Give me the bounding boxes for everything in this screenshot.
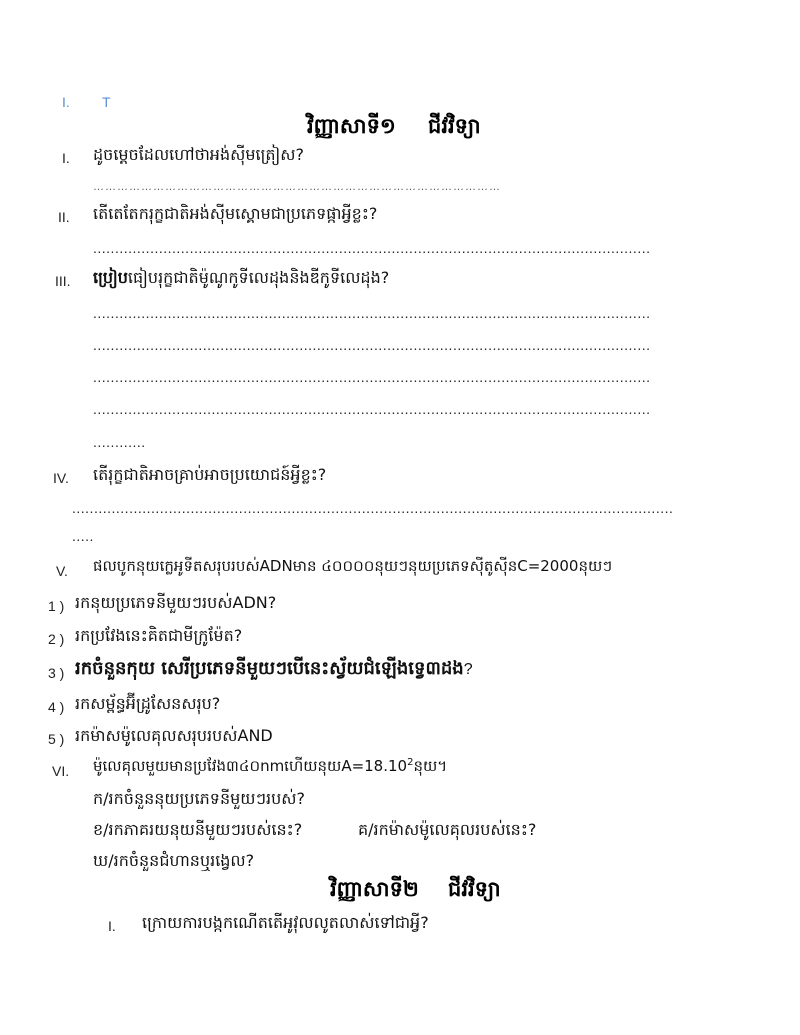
section1-subject: ជីវវិទ្យា: [428, 114, 481, 138]
sub1-text: រកនុយប្រភេទនីមួយៗរបស់ADN?: [75, 593, 277, 612]
section2-subject: ជីវវិទ្យា: [448, 877, 501, 901]
q3-answer-line-5: ............: [93, 434, 146, 450]
sub3-number: 3 ): [48, 665, 65, 681]
sub4-number: 4 ): [48, 699, 65, 715]
sub3-question-mark: ?: [463, 661, 473, 678]
q3-answer-line-3: ...............................................................................................................................: [93, 369, 651, 385]
q6-number: VI.: [52, 763, 70, 779]
section2-title: វិញ្ញាសាទី២: [330, 877, 419, 901]
q5-number: V.: [56, 563, 68, 579]
s2-q1-text: ក្រោយការបង្កកណើតតើអូវុលលូតលាស់ទៅជាអ្វី?: [142, 913, 429, 932]
q6-line-kho: ឃ/រកចំនួនជំហានឬរង្វេល?: [93, 851, 255, 870]
q5-text: ផលបូកនុយក្លេអូទីតសរុបរបស់ADNមាន ៤០០០០នុយៗនុយប្រភេទស៊ីតូស៊ីនC=2000នុយៗ: [93, 557, 613, 575]
q6-text: [93, 757, 447, 779]
q2-answer-line: ...............................................................................................................................: [93, 240, 651, 256]
q6-text-after: នុយ។: [413, 757, 448, 775]
sub3-text: [75, 656, 473, 683]
sub5-text: រកម៉ាសម៉ូលេគុលសរុបរបស់AND: [75, 726, 273, 745]
q3-answer-line-4: ...............................................................................................................................: [93, 401, 651, 417]
header-numeral: I.: [62, 94, 70, 110]
q3-answer-line-2: ...............................................................................................................................: [93, 337, 651, 353]
q4-number: IV.: [53, 470, 69, 486]
q1-number: I.: [62, 150, 70, 166]
q6-line-ko: គ/រកម៉ាសម៉ូលេគុលរបស់នេះ?: [358, 820, 537, 839]
q1-answer-line: …………………………………………………………………………………………: [93, 181, 501, 193]
section1-title: វិញ្ញាសាទី១: [307, 114, 396, 138]
q6-exponent: 2: [407, 757, 414, 768]
q3-number: III.: [55, 273, 71, 289]
q3-bold-word: ប្រៀប: [93, 268, 128, 287]
header-letter: T: [102, 94, 111, 110]
sub3-text-bold: រកចំនួនកុយ សេរីប្រភេទនីមួយៗបើនេះស្វ័យជំឡើងទ្វេ៣ដង: [75, 658, 464, 679]
sub2-number: 2 ): [48, 631, 65, 647]
q3-text-rest: ធៀបរុក្ខជាតិម៉ូណូកូទីលេដុងនិងឌីកូទីលេដុង?: [127, 268, 390, 287]
q3-text: [93, 267, 389, 291]
q2-number: II.: [58, 209, 70, 225]
q4-text: តើរុក្ខជាតិអាចគ្រាប់អាចប្រយោជន៍អ្វីខ្លះ?: [93, 465, 327, 484]
sub5-number: 5 ): [48, 731, 65, 747]
sub2-text: រកប្រវែងនេះគិតជាមីក្រូម៉ែត?: [75, 626, 243, 645]
sub1-number: 1 ): [48, 598, 65, 614]
sub4-text: រកសម្ព័ន្ធអ៊ីដ្រូសែនសរុប?: [75, 694, 221, 713]
q4-answer-line-1: .........................................................................................................................................: [72, 500, 674, 516]
q3-answer-line-1: ...............................................................................................................................: [93, 305, 651, 321]
q4-answer-line-2: .....: [72, 528, 94, 544]
q6-line-kha: ខ/រកភាគរយនុយនីមួយៗរបស់នេះ?: [93, 820, 303, 839]
s2-q1-number: I.: [108, 918, 116, 934]
q6-text-before: ម៉ូលេគុលមួយមានប្រវែង៣៤០nmហើយនុយA=18.10: [93, 757, 408, 775]
q1-text: ដូចម្តេចដែលហៅថាអង់ស៊ីមត្រៀស?: [93, 145, 304, 164]
q6-line-ka: ក/រកចំនួននុយប្រភេទនីមួយៗរបស់?: [93, 789, 306, 808]
q2-text: តើតេតែករុក្ខជាតិអង់ស៊ីមស្គោមជាប្រភេទផ្កាអ្វីខ្លះ?: [93, 204, 378, 223]
